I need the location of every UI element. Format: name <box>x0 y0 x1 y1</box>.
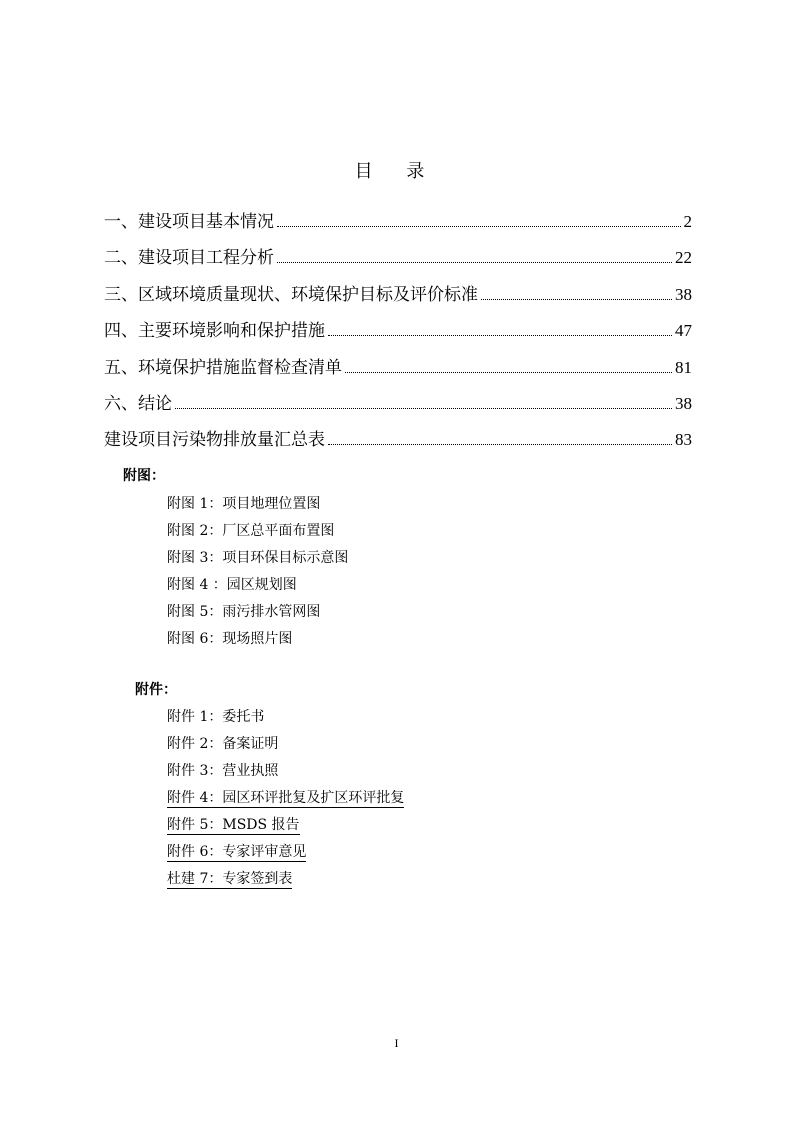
toc-entry-page: 38 <box>675 284 692 304</box>
toc-entry-page: 47 <box>675 321 692 341</box>
attachment-item: 附件 3：营业执照 <box>167 763 279 779</box>
toc-entry-label: 一、建设项目基本情况 <box>104 212 274 232</box>
toc-entry-page: 22 <box>675 248 692 268</box>
attachment-item: 附件 1：委托书 <box>167 709 265 725</box>
toc-dot-leader <box>277 261 672 263</box>
toc-entry-2[interactable] <box>104 244 692 280</box>
toc-entry-label: 五、环境保护措施监督检查清单 <box>104 357 342 378</box>
attachment-item: 附件 2：备案证明 <box>167 736 279 752</box>
toc-entry-page: 83 <box>675 430 692 450</box>
attachment-link-text: 附件 4：园区环评批复及扩区环评批复 <box>167 790 405 806</box>
attachment-item[interactable] <box>167 842 404 869</box>
figure-item: 附图 4 ：园区规划图 <box>167 577 297 593</box>
toc-dot-leader <box>481 298 672 300</box>
figure-item: 附图 5：雨污排水管网图 <box>167 604 321 620</box>
attachment-item[interactable] <box>167 869 404 896</box>
toc-entry-label: 四、主要环境影响和保护措施 <box>104 321 325 342</box>
toc-dot-leader <box>328 334 672 336</box>
figures-heading: 附图： <box>123 468 165 484</box>
attachment-item[interactable] <box>167 815 404 842</box>
toc-entry-6[interactable] <box>104 390 692 426</box>
toc-entry-page: 38 <box>675 393 692 413</box>
figure-item: 附图 2：厂区总平面布置图 <box>167 523 335 539</box>
attachment-link-text: 附件 5：MSDS 报告 <box>167 817 300 833</box>
figure-item: 附图 6：现场照片图 <box>167 631 293 647</box>
toc-entry-1[interactable] <box>104 208 692 244</box>
figures-list <box>167 494 348 656</box>
page-title: 目 录 <box>354 161 439 182</box>
toc-dot-leader <box>328 443 672 445</box>
figure-item: 附图 3：项目环保目标示意图 <box>167 550 349 566</box>
toc-entry-page: 81 <box>675 357 692 377</box>
toc-entry-label: 六、结论 <box>104 393 172 414</box>
attachment-item[interactable] <box>167 788 404 815</box>
table-of-contents <box>104 208 692 463</box>
toc-entry-label: 三、区域环境质量现状、环境保护目标及评价标准 <box>104 284 478 305</box>
toc-dot-leader <box>345 371 672 373</box>
attachments-heading: 附件： <box>135 682 177 698</box>
attachment-link-text: 杜建 7：专家签到表 <box>167 871 293 887</box>
toc-entry-7[interactable] <box>104 426 692 462</box>
attachment-link-text: 附件 6：专家评审意见 <box>167 844 307 860</box>
toc-entry-page: 2 <box>683 212 692 231</box>
figure-item: 附图 1：项目地理位置图 <box>167 496 321 512</box>
toc-entry-4[interactable] <box>104 317 692 353</box>
toc-entry-label: 建设项目污染物排放量汇总表 <box>104 430 325 451</box>
page-number: I <box>394 1036 399 1050</box>
toc-entry-5[interactable] <box>104 354 692 390</box>
toc-entry-3[interactable] <box>104 281 692 317</box>
toc-entry-label: 二、建设项目工程分析 <box>104 248 274 269</box>
toc-dot-leader <box>277 225 681 227</box>
attachments-list <box>167 707 404 896</box>
toc-dot-leader <box>175 407 672 409</box>
